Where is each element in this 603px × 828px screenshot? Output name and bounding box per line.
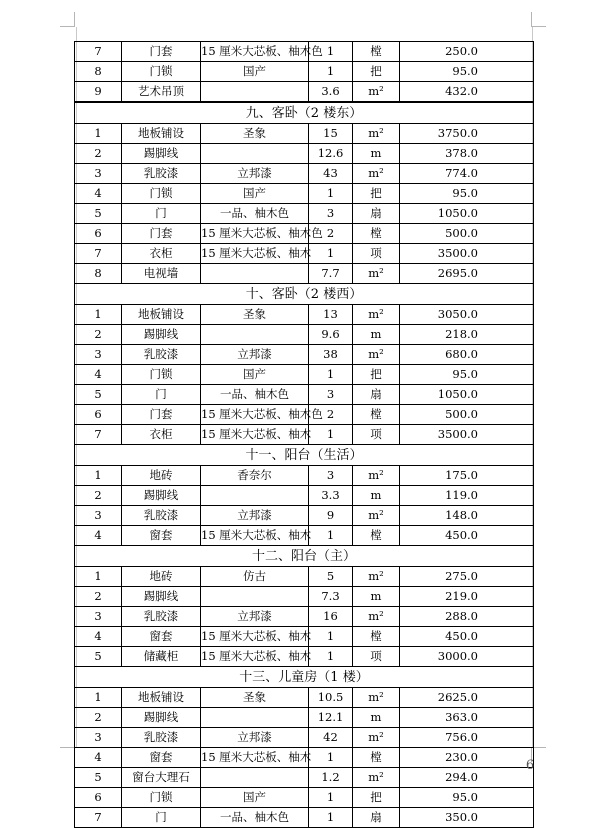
cell-amount: 218.0 [400, 325, 534, 345]
cell-spec: 立邦漆 [201, 164, 309, 184]
cell-unit: m [353, 325, 400, 345]
cell-spec: 立邦漆 [201, 728, 309, 748]
cell-amount: 2695.0 [400, 264, 534, 284]
cell-unit: 扇 [353, 385, 400, 405]
table-row [75, 164, 534, 184]
cell-qty: 1 [309, 788, 353, 808]
section-header-row [75, 546, 534, 567]
cell-unit: m² [353, 506, 400, 526]
cell-item: 门套 [122, 42, 201, 62]
cell-no: 1 [75, 567, 122, 587]
cell-no: 1 [75, 305, 122, 325]
section-title: 十二、阳台（主） [75, 546, 534, 567]
cell-no: 4 [75, 365, 122, 385]
cell-unit: 把 [353, 365, 400, 385]
table-row [75, 82, 534, 103]
cell-item: 衣柜 [122, 244, 201, 264]
table-row [75, 567, 534, 587]
cell-qty: 9.6 [309, 325, 353, 345]
cell-qty: 1 [309, 425, 353, 445]
cell-unit: 扇 [353, 808, 400, 828]
cell-item: 窗套 [122, 627, 201, 647]
cell-item: 艺术吊顶 [122, 82, 201, 103]
cell-spec: 15 厘米大芯板、柚木 [201, 627, 309, 647]
cell-unit: m² [353, 466, 400, 486]
cell-qty: 16 [309, 607, 353, 627]
cell-item: 门锁 [122, 184, 201, 204]
cell-qty: 42 [309, 728, 353, 748]
cell-no: 4 [75, 748, 122, 768]
cell-item: 窗套 [122, 526, 201, 546]
table-row [75, 305, 534, 325]
cell-item: 衣柜 [122, 425, 201, 445]
cell-qty: 3.6 [309, 82, 353, 103]
cell-unit: 把 [353, 62, 400, 82]
cell-spec: 15 厘米大芯板、柚木 [201, 526, 309, 546]
cell-qty: 12.6 [309, 144, 353, 164]
cell-no: 3 [75, 728, 122, 748]
cell-no: 3 [75, 345, 122, 365]
cell-amount: 175.0 [400, 466, 534, 486]
cell-spec: 15 厘米大芯板、柚木 [201, 244, 309, 264]
cell-qty: 7.7 [309, 264, 353, 284]
cell-amount: 95.0 [400, 62, 534, 82]
cell-unit: m [353, 486, 400, 506]
table-row [75, 688, 534, 708]
cell-spec: 香奈尔 [201, 466, 309, 486]
cell-qty: 2 [309, 224, 353, 244]
cell-qty: 15 [309, 124, 353, 144]
cell-amount: 1050.0 [400, 385, 534, 405]
cell-no: 4 [75, 526, 122, 546]
table-row [75, 425, 534, 445]
cell-unit: 把 [353, 788, 400, 808]
cell-item: 地砖 [122, 466, 201, 486]
cell-unit: 樘 [353, 627, 400, 647]
cell-unit: 樘 [353, 526, 400, 546]
cell-unit: m² [353, 728, 400, 748]
cell-amount: 3000.0 [400, 647, 534, 667]
cell-qty: 5 [309, 567, 353, 587]
cell-item: 窗台大理石 [122, 768, 201, 788]
cell-no: 2 [75, 325, 122, 345]
cell-unit: 樘 [353, 42, 400, 62]
cell-no: 7 [75, 42, 122, 62]
cell-no: 2 [75, 587, 122, 607]
cell-no: 5 [75, 385, 122, 405]
table-row [75, 264, 534, 284]
cell-amount: 500.0 [400, 224, 534, 244]
cell-no: 2 [75, 144, 122, 164]
cell-no: 8 [75, 62, 122, 82]
table-row [75, 325, 534, 345]
cell-qty: 43 [309, 164, 353, 184]
cell-spec: 立邦漆 [201, 345, 309, 365]
table-row [75, 768, 534, 788]
cell-amount: 3050.0 [400, 305, 534, 325]
table-row [75, 627, 534, 647]
cell-spec: 国产 [201, 365, 309, 385]
cell-item: 地板铺设 [122, 305, 201, 325]
cell-amount: 450.0 [400, 627, 534, 647]
cell-amount: 95.0 [400, 365, 534, 385]
cell-spec: 国产 [201, 184, 309, 204]
cell-spec: 15 厘米大芯板、柚木 [201, 647, 309, 667]
cell-qty: 12.1 [309, 708, 353, 728]
cell-amount: 294.0 [400, 768, 534, 788]
section-header-row [75, 445, 534, 466]
cell-item: 门 [122, 204, 201, 224]
cell-no: 7 [75, 425, 122, 445]
cell-amount: 363.0 [400, 708, 534, 728]
table-row [75, 184, 534, 204]
table-row [75, 748, 534, 768]
cell-amount: 1050.0 [400, 204, 534, 224]
cell-amount: 288.0 [400, 607, 534, 627]
cell-unit: 项 [353, 425, 400, 445]
cell-unit: 樘 [353, 224, 400, 244]
cell-item: 乳胶漆 [122, 164, 201, 184]
cell-qty: 1 [309, 627, 353, 647]
cell-item: 门套 [122, 224, 201, 244]
cell-item: 踢脚线 [122, 325, 201, 345]
table-row [75, 62, 534, 82]
table-row [75, 708, 534, 728]
table-row [75, 587, 534, 607]
cell-spec: 15 厘米大芯板、柚木色 [201, 42, 309, 62]
cell-amount: 3750.0 [400, 124, 534, 144]
cell-no: 5 [75, 768, 122, 788]
table-row [75, 526, 534, 546]
cell-no: 9 [75, 82, 122, 103]
cell-spec: 仿古 [201, 567, 309, 587]
cell-spec [201, 708, 309, 728]
cell-item: 乳胶漆 [122, 607, 201, 627]
cell-item: 窗套 [122, 748, 201, 768]
cell-unit: 扇 [353, 204, 400, 224]
cell-unit: 樘 [353, 405, 400, 425]
margin-mark-top-right [531, 12, 546, 27]
cell-no: 1 [75, 688, 122, 708]
cell-amount: 450.0 [400, 526, 534, 546]
table-row [75, 466, 534, 486]
cell-unit: m² [353, 305, 400, 325]
table-row [75, 486, 534, 506]
cell-qty: 1.2 [309, 768, 353, 788]
cell-spec: 圣象 [201, 305, 309, 325]
cell-no: 7 [75, 808, 122, 828]
cell-qty: 7.3 [309, 587, 353, 607]
cell-spec: 15 厘米大芯板、柚木 [201, 425, 309, 445]
cell-amount: 275.0 [400, 567, 534, 587]
cell-spec [201, 82, 309, 103]
cell-qty: 3.3 [309, 486, 353, 506]
cell-no: 1 [75, 466, 122, 486]
cell-no: 3 [75, 607, 122, 627]
section-header-row [75, 667, 534, 688]
cell-unit: m² [353, 768, 400, 788]
margin-mark-top-left [60, 12, 75, 27]
cell-spec [201, 325, 309, 345]
cell-qty: 3 [309, 204, 353, 224]
cell-qty: 3 [309, 466, 353, 486]
cell-no: 5 [75, 204, 122, 224]
cell-spec [201, 768, 309, 788]
cell-item: 门套 [122, 405, 201, 425]
table-row [75, 405, 534, 425]
cell-item: 门锁 [122, 788, 201, 808]
cell-qty: 1 [309, 42, 353, 62]
section-title: 十一、阳台（生活） [75, 445, 534, 466]
cell-item: 踢脚线 [122, 708, 201, 728]
cell-spec [201, 486, 309, 506]
cell-item: 门锁 [122, 365, 201, 385]
cell-item: 储藏柜 [122, 647, 201, 667]
cell-amount: 350.0 [400, 808, 534, 828]
cell-unit: 樘 [353, 748, 400, 768]
table-row [75, 365, 534, 385]
cell-qty: 1 [309, 647, 353, 667]
cell-amount: 756.0 [400, 728, 534, 748]
table-row [75, 144, 534, 164]
cell-item: 乳胶漆 [122, 345, 201, 365]
cell-unit: m [353, 587, 400, 607]
cell-spec: 圣象 [201, 124, 309, 144]
cell-item: 地砖 [122, 567, 201, 587]
cell-unit: m² [353, 688, 400, 708]
cell-amount: 95.0 [400, 184, 534, 204]
cell-no: 3 [75, 164, 122, 184]
cell-unit: m² [353, 82, 400, 103]
cell-no: 6 [75, 224, 122, 244]
cell-amount: 500.0 [400, 405, 534, 425]
cell-amount: 148.0 [400, 506, 534, 526]
cell-no: 8 [75, 264, 122, 284]
cell-item: 门 [122, 808, 201, 828]
cell-qty: 9 [309, 506, 353, 526]
table-row [75, 808, 534, 828]
cell-amount: 119.0 [400, 486, 534, 506]
cell-item: 门 [122, 385, 201, 405]
cell-item: 乳胶漆 [122, 728, 201, 748]
cell-unit: m² [353, 164, 400, 184]
cell-qty: 1 [309, 365, 353, 385]
cell-qty: 1 [309, 244, 353, 264]
cell-qty: 1 [309, 748, 353, 768]
cell-unit: 项 [353, 647, 400, 667]
cell-spec: 15 厘米大芯板、柚木色 [201, 224, 309, 244]
table-row [75, 385, 534, 405]
cell-qty: 13 [309, 305, 353, 325]
cell-item: 电视墙 [122, 264, 201, 284]
cell-spec: 立邦漆 [201, 607, 309, 627]
cell-qty: 1 [309, 526, 353, 546]
cell-spec [201, 587, 309, 607]
table-row [75, 345, 534, 365]
section-title: 九、客卧（2 楼东） [75, 102, 534, 124]
table-row [75, 124, 534, 144]
cell-spec: 一品、柚木色 [201, 385, 309, 405]
table-row [75, 728, 534, 748]
cell-item: 踢脚线 [122, 486, 201, 506]
cell-amount: 95.0 [400, 788, 534, 808]
cell-qty: 2 [309, 405, 353, 425]
section-header-row [75, 284, 534, 305]
cell-amount: 2625.0 [400, 688, 534, 708]
cell-no: 2 [75, 486, 122, 506]
section-title: 十三、儿童房（1 楼） [75, 667, 534, 688]
cell-spec [201, 264, 309, 284]
section-title: 十、客卧（2 楼西） [75, 284, 534, 305]
cell-amount: 230.0 [400, 748, 534, 768]
table-row [75, 788, 534, 808]
table-row [75, 647, 534, 667]
table-row [75, 506, 534, 526]
cell-spec: 国产 [201, 788, 309, 808]
cell-amount: 680.0 [400, 345, 534, 365]
cell-spec [201, 144, 309, 164]
cell-amount: 3500.0 [400, 244, 534, 264]
cell-no: 1 [75, 124, 122, 144]
page-number: 6 [525, 758, 535, 773]
cell-unit: m² [353, 345, 400, 365]
cell-qty: 3 [309, 385, 353, 405]
cell-item: 地板铺设 [122, 124, 201, 144]
cell-spec: 国产 [201, 62, 309, 82]
cell-no: 6 [75, 788, 122, 808]
cell-spec: 一品、柚木色 [201, 204, 309, 224]
cell-no: 4 [75, 184, 122, 204]
cell-no: 4 [75, 627, 122, 647]
cell-item: 踢脚线 [122, 587, 201, 607]
cell-no: 3 [75, 506, 122, 526]
cell-qty: 1 [309, 184, 353, 204]
cell-item: 踢脚线 [122, 144, 201, 164]
cell-qty: 38 [309, 345, 353, 365]
margin-mark-bottom-left [60, 747, 75, 762]
cell-amount: 3500.0 [400, 425, 534, 445]
cell-no: 7 [75, 244, 122, 264]
cell-spec: 15 厘米大芯板、柚木色 [201, 405, 309, 425]
cell-item: 乳胶漆 [122, 506, 201, 526]
section-header-row [75, 102, 534, 124]
cell-unit: m² [353, 607, 400, 627]
cell-unit: m² [353, 264, 400, 284]
cell-spec: 一品、柚木色 [201, 808, 309, 828]
cell-unit: m² [353, 567, 400, 587]
table-row [75, 224, 534, 244]
cell-item: 门锁 [122, 62, 201, 82]
cell-unit: m [353, 708, 400, 728]
cell-no: 5 [75, 647, 122, 667]
cell-amount: 774.0 [400, 164, 534, 184]
cell-amount: 432.0 [400, 82, 534, 103]
table-row [75, 42, 534, 62]
cell-amount: 250.0 [400, 42, 534, 62]
cell-amount: 219.0 [400, 587, 534, 607]
cell-spec: 圣象 [201, 688, 309, 708]
cell-no: 6 [75, 405, 122, 425]
table-row [75, 204, 534, 224]
cell-unit: m [353, 144, 400, 164]
table-row [75, 244, 534, 264]
cell-spec: 15 厘米大芯板、柚木 [201, 748, 309, 768]
cell-qty: 1 [309, 62, 353, 82]
cell-amount: 378.0 [400, 144, 534, 164]
cell-no: 2 [75, 708, 122, 728]
cell-unit: m² [353, 124, 400, 144]
cell-qty: 10.5 [309, 688, 353, 708]
cell-item: 地板铺设 [122, 688, 201, 708]
cell-qty: 1 [309, 808, 353, 828]
cell-spec: 立邦漆 [201, 506, 309, 526]
cell-unit: 项 [353, 244, 400, 264]
cell-unit: 把 [353, 184, 400, 204]
renovation-cost-table [74, 41, 534, 828]
table-row [75, 607, 534, 627]
